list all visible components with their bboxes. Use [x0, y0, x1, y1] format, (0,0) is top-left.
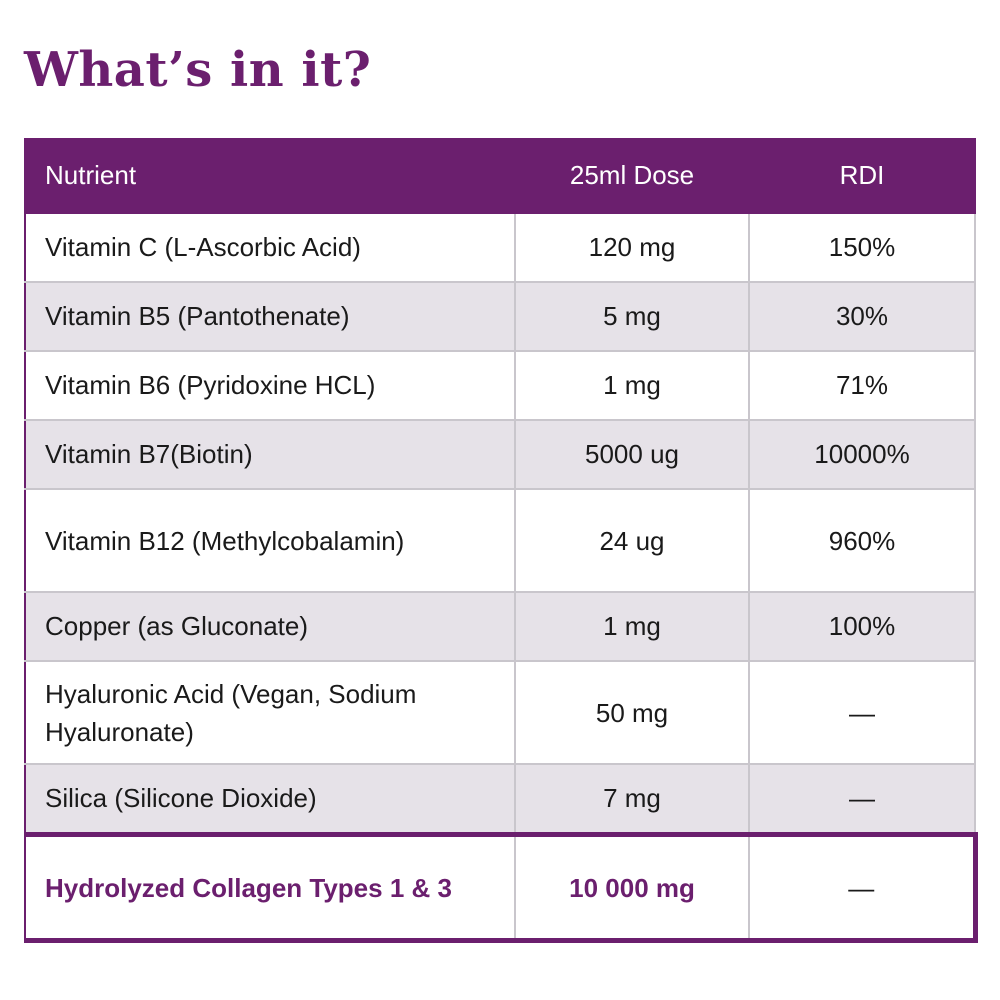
nutrient-cell: Vitamin B12 (Methylcobalamin) [25, 489, 515, 592]
table-row [25, 282, 975, 351]
dose-cell: 10 000 mg [515, 835, 749, 941]
nutrient-cell: Silica (Silicone Dioxide) [25, 764, 515, 835]
dose-cell: 24 ug [515, 489, 749, 592]
table-row-highlighted [25, 835, 975, 941]
nutrient-cell: Vitamin B6 (Pyridoxine HCL) [25, 351, 515, 420]
rdi-cell: 100% [749, 592, 975, 661]
header-nutrient: Nutrient [25, 139, 515, 212]
dose-cell: 5 mg [515, 282, 749, 351]
page-title: What’s in it? [24, 42, 372, 98]
table-row [25, 489, 975, 592]
table-row [25, 592, 975, 661]
table-row [25, 661, 975, 764]
dose-cell: 1 mg [515, 592, 749, 661]
header-dose: 25ml Dose [515, 139, 749, 212]
dose-cell: 5000 ug [515, 420, 749, 489]
table-row [25, 212, 975, 282]
rdi-cell: — [749, 835, 975, 941]
rdi-cell: 30% [749, 282, 975, 351]
table-row [25, 764, 975, 835]
dose-cell: 120 mg [515, 212, 749, 282]
nutrient-cell: Hydrolyzed Collagen Types 1 & 3 [25, 835, 515, 941]
nutrient-cell: Copper (as Gluconate) [25, 592, 515, 661]
nutrient-cell: Hyaluronic Acid (Vegan, Sodium Hyaluronate) [25, 661, 515, 764]
rdi-cell: 960% [749, 489, 975, 592]
dose-cell: 7 mg [515, 764, 749, 835]
dose-cell: 1 mg [515, 351, 749, 420]
nutrient-cell: Vitamin B7(Biotin) [25, 420, 515, 489]
table-row [25, 420, 975, 489]
nutrient-cell: Vitamin B5 (Pantothenate) [25, 282, 515, 351]
rdi-cell: — [749, 661, 975, 764]
header-rdi: RDI [749, 139, 975, 212]
nutrient-cell: Vitamin C (L-Ascorbic Acid) [25, 212, 515, 282]
table-row [25, 351, 975, 420]
rdi-cell: — [749, 764, 975, 835]
nutrient-table [24, 138, 978, 943]
table-header-row [25, 139, 975, 212]
rdi-cell: 150% [749, 212, 975, 282]
rdi-cell: 10000% [749, 420, 975, 489]
rdi-cell: 71% [749, 351, 975, 420]
dose-cell: 50 mg [515, 661, 749, 764]
